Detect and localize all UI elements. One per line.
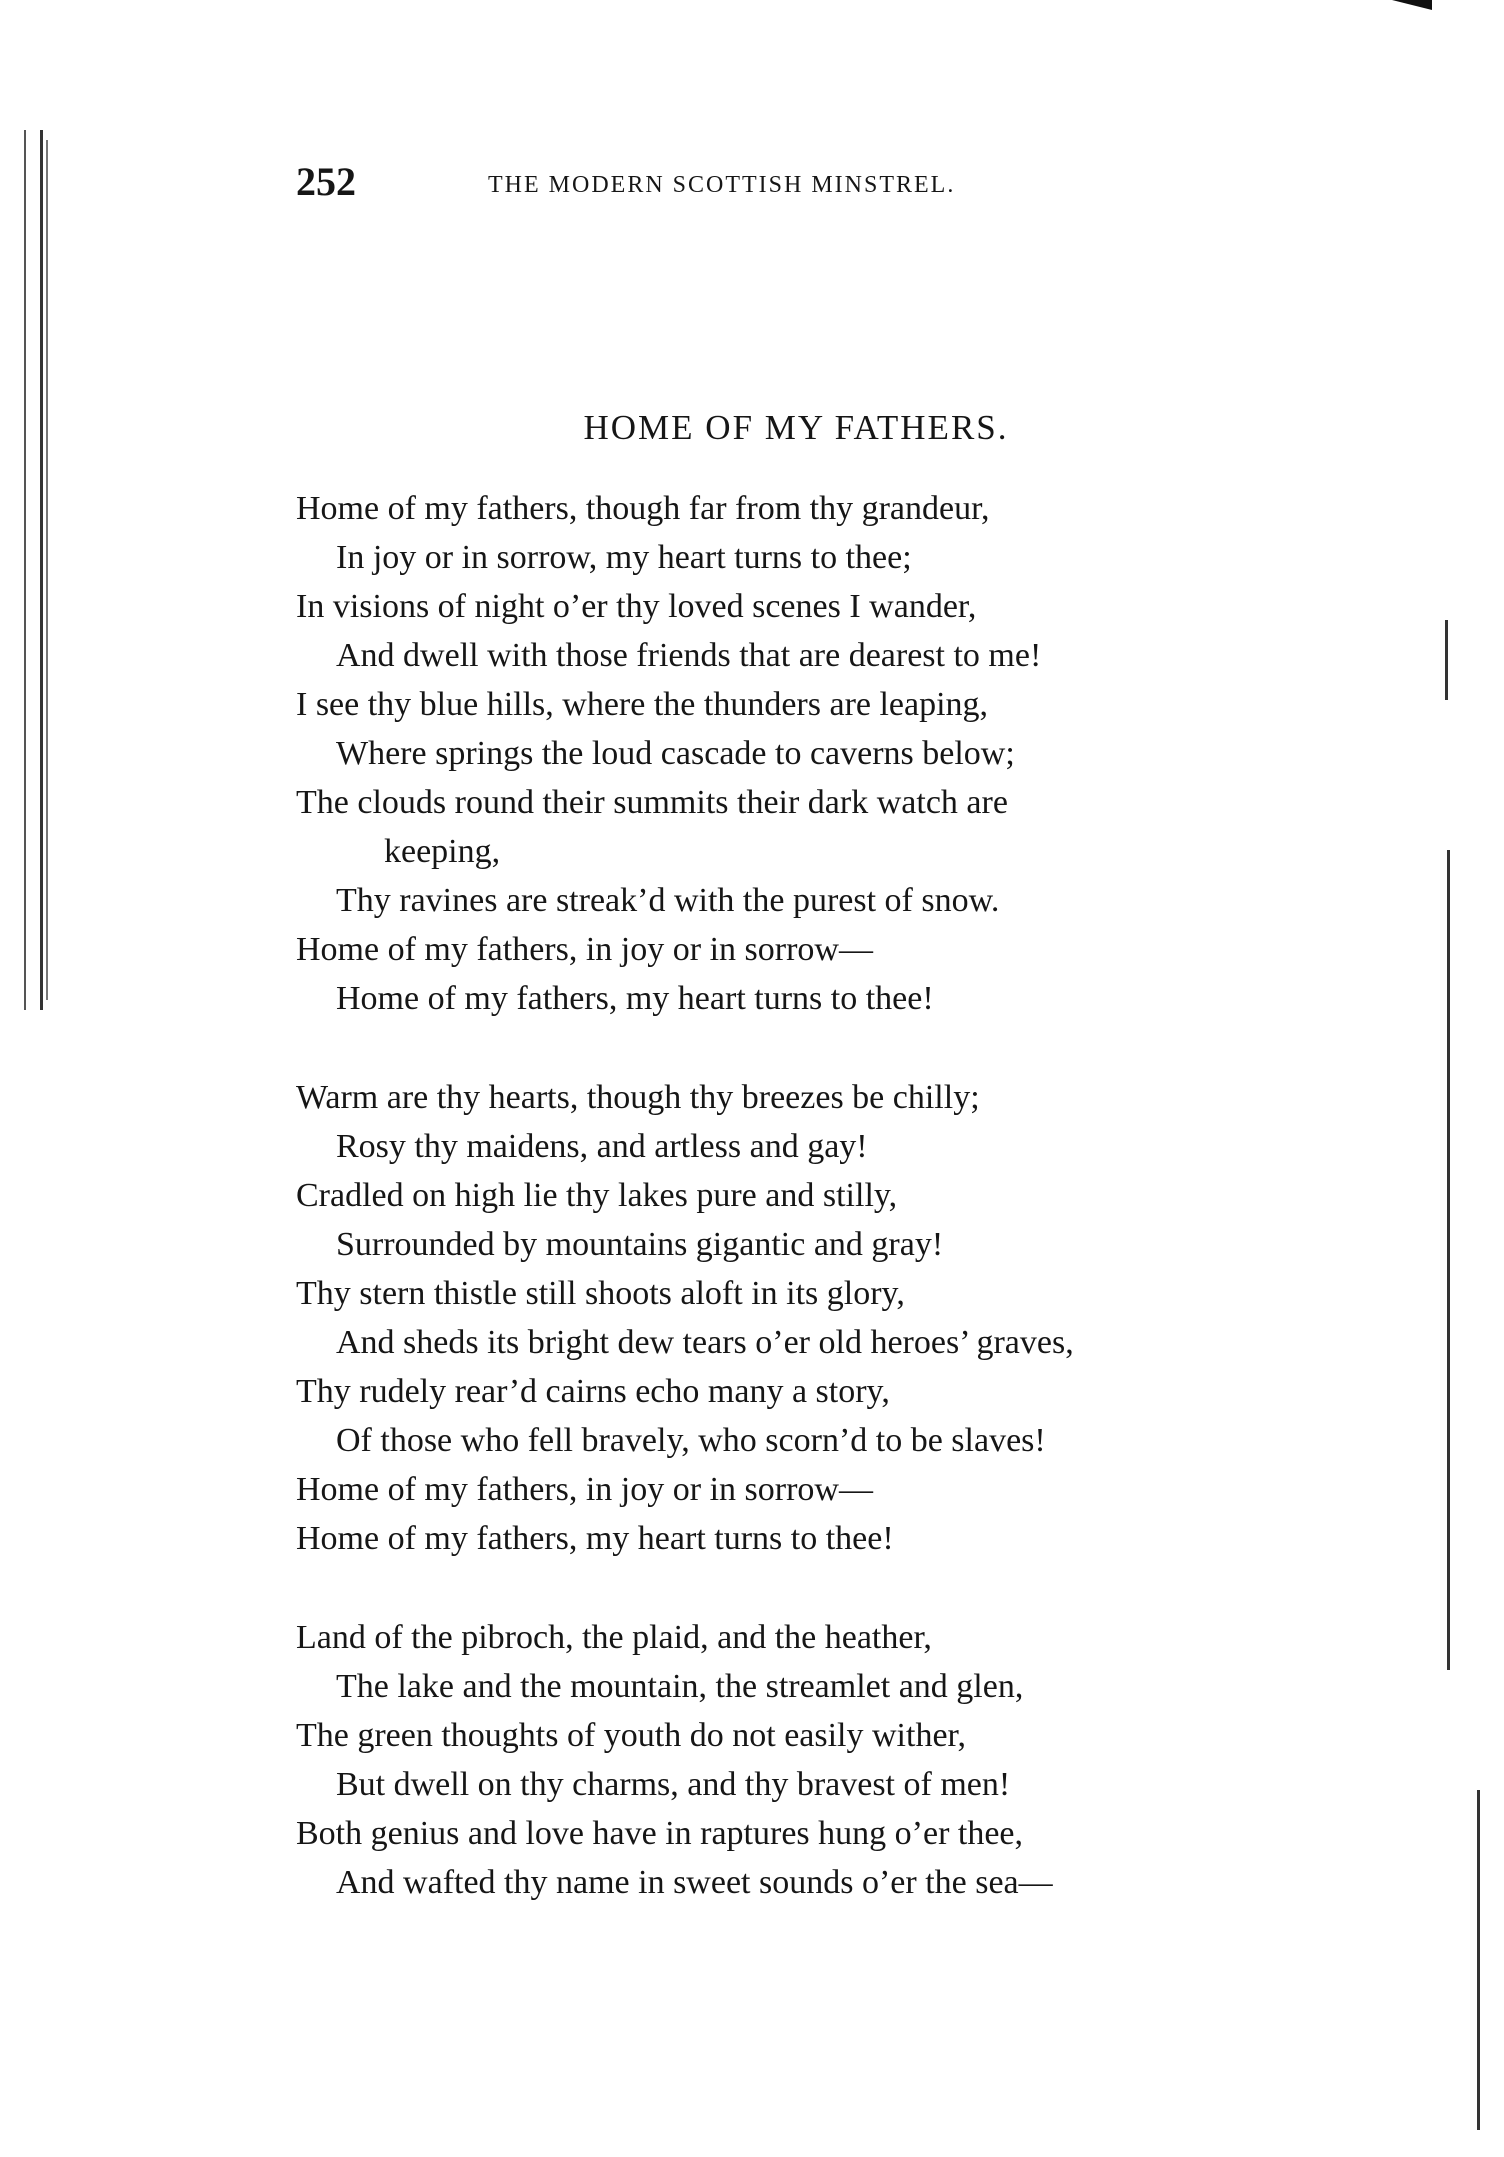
- poem-line: Cradled on high lie thy lakes pure and stilly,: [296, 1177, 898, 1214]
- poem-line: Home of my fathers, in joy or in sorrow—: [296, 931, 873, 968]
- poem-body: [296, 484, 1296, 1957]
- scan-edge-right-lower: [1477, 1790, 1480, 2130]
- scan-corner-mark: [1392, 0, 1432, 10]
- poem-title: HOME OF MY FATHERS.: [583, 408, 1009, 447]
- poem-line: Thy ravines are streak’d with the purest of snow.: [336, 882, 1000, 919]
- scan-edge-left-thin: [46, 140, 48, 1000]
- page-header: [296, 158, 1096, 208]
- poem-line: And dwell with those friends that are dearest to me!: [336, 637, 1042, 674]
- poem-line: Surrounded by mountains gigantic and gray!: [336, 1226, 944, 1263]
- poem-line: Rosy thy maidens, and artless and gay!: [336, 1128, 868, 1165]
- poem-line: Home of my fathers, in joy or in sorrow—: [296, 1471, 873, 1508]
- stanza-1: [296, 484, 1296, 1023]
- poem-line: Warm are thy hearts, though thy breezes be chilly;: [296, 1079, 980, 1116]
- poem-line: Where springs the loud cascade to caverns below;: [336, 735, 1015, 772]
- stanza-2: [296, 1073, 1296, 1563]
- poem-line: The lake and the mountain, the streamlet and glen,: [336, 1668, 1024, 1705]
- poem-line: In visions of night o’er thy loved scenes I wander,: [296, 588, 977, 625]
- poem-line: Thy rudely rear’d cairns echo many a story,: [296, 1373, 890, 1410]
- poem-line: But dwell on thy charms, and thy bravest of men!: [336, 1766, 1011, 1803]
- poem-line: Home of my fathers, my heart turns to thee!: [336, 980, 934, 1017]
- poem-line: And sheds its bright dew tears o’er old heroes’ graves,: [336, 1324, 1074, 1361]
- page-number: 252: [296, 159, 356, 204]
- poem-line: Of those who fell bravely, who scorn’d to be slaves!: [336, 1422, 1046, 1459]
- poem-line: And wafted thy name in sweet sounds o’er the sea—: [336, 1864, 1053, 1901]
- poem-line: Both genius and love have in raptures hung o’er thee,: [296, 1815, 1024, 1852]
- scan-edge-right-upper: [1445, 620, 1448, 700]
- poem-line: Land of the pibroch, the plaid, and the heather,: [296, 1619, 932, 1656]
- scan-edge-right-middle: [1447, 850, 1450, 1670]
- poem-line: Home of my fathers, my heart turns to thee!: [296, 1520, 894, 1557]
- poem-line: The clouds round their summits their dark watch are: [296, 784, 1008, 821]
- running-title: THE MODERN SCOTTISH MINSTREL.: [488, 172, 956, 198]
- poem-line: The green thoughts of youth do not easily wither,: [296, 1717, 967, 1754]
- poem-line: In joy or in sorrow, my heart turns to thee;: [336, 539, 912, 576]
- poem-line: Thy stern thistle still shoots aloft in its glory,: [296, 1275, 905, 1312]
- stanza-3: [296, 1613, 1296, 1907]
- poem-line: Home of my fathers, though far from thy grandeur,: [296, 490, 990, 527]
- poem-line: I see thy blue hills, where the thunders are leaping,: [296, 686, 989, 723]
- scan-edge-left: [24, 130, 43, 1010]
- poem-line-continuation: keeping,: [384, 833, 501, 870]
